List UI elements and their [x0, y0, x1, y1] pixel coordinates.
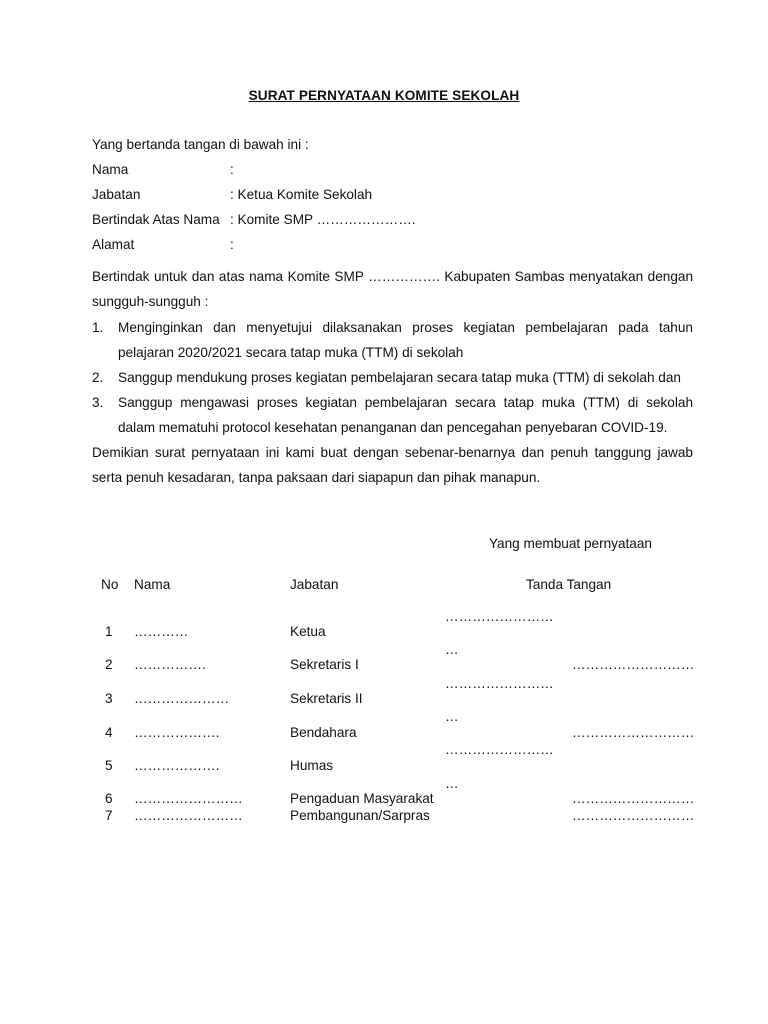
signature-line: …: [445, 642, 459, 657]
point-number: 2.: [92, 370, 104, 385]
field-value-alamat: :: [230, 237, 234, 252]
table-header-jabatan: Jabatan: [290, 577, 339, 592]
table-header-nama: Nama: [134, 577, 171, 592]
table-cell-nama: ……………………: [134, 791, 243, 806]
field-label-alamat: Alamat: [92, 237, 135, 252]
table-cell-no: 7: [105, 808, 113, 823]
document-title: SURAT PERNYATAAN KOMITE SEKOLAH: [248, 88, 520, 103]
table-cell-nama: …………: [134, 624, 189, 639]
field-value-jabatan: : Ketua Komite Sekolah: [230, 187, 373, 202]
table-cell-jabatan: Sekretaris II: [290, 691, 363, 706]
point-number: 3.: [92, 395, 104, 410]
signatory-heading: Yang membuat pernyataan: [489, 536, 652, 551]
signature-line: ………………………: [572, 791, 695, 806]
table-cell-jabatan: Bendahara: [290, 725, 357, 740]
table-header-no: No: [101, 577, 119, 592]
intro-text: Yang bertanda tangan di bawah ini :: [92, 137, 309, 152]
signature-line: ………………………: [572, 725, 695, 740]
signature-line: ………………………: [572, 808, 695, 823]
field-label-bertindak: Bertindak Atas Nama: [92, 212, 220, 227]
table-cell-nama: …………………: [134, 691, 230, 706]
table-cell-jabatan: Sekretaris I: [290, 657, 359, 672]
table-cell-jabatan: Pengaduan Masyarakat: [290, 791, 434, 806]
table-cell-nama: ……………………: [134, 808, 243, 823]
signature-line: ……………………: [445, 609, 554, 624]
table-cell-jabatan: Pembangunan/Sarpras: [290, 808, 430, 823]
table-cell-no: 6: [105, 791, 113, 806]
table-cell-no: 5: [105, 758, 113, 773]
field-value-bertindak: : Komite SMP ………………….: [230, 212, 416, 227]
table-cell-jabatan: Humas: [290, 758, 334, 773]
table-cell-jabatan: Ketua: [290, 624, 326, 639]
table-cell-no: 1: [105, 624, 113, 639]
table-cell-nama: ……………….: [134, 725, 220, 740]
table-cell-no: 4: [105, 725, 113, 740]
field-value-nama: :: [230, 162, 234, 177]
closing-paragraph: Demikian surat pernyataan ini kami buat dengan sebenar-benarnya dan penuh tanggung jawab serta penuh kesadaran, tanpa paksaan dari siapapun dan pihak manapun.: [92, 445, 693, 485]
signature-line: ………………………: [572, 657, 695, 672]
point-number: 1.: [92, 320, 104, 335]
signature-line: ……………………: [445, 742, 554, 757]
table-cell-no: 3: [105, 691, 113, 706]
point-text: Menginginkan dan menyetujui dilaksanakan proses kegiatan pembelajaran pada tahun pelajaran 2020/2021 secara tatap muka (TTM) di sekolah: [118, 320, 693, 360]
field-label-jabatan: Jabatan: [92, 187, 141, 202]
table-cell-no: 2: [105, 657, 113, 672]
point-text: Sanggup mengawasi proses kegiatan pembelajaran secara tatap muka (TTM) di sekolah dalam mematuhi protocol kesehatan penanganan dan pencegahan penyebaran COVID-19.: [118, 395, 693, 435]
statement-paragraph: Bertindak untuk dan atas nama Komite SMP ……………. Kabupaten Sambas menyatakan dengan sungguh-sungguh :: [92, 269, 693, 309]
signature-line: ……………………: [445, 676, 554, 691]
point-text: Sanggup mendukung proses kegiatan pembelajaran secara tatap muka (TTM) di sekolah dan: [118, 370, 681, 385]
signature-line: …: [445, 776, 459, 791]
signature-line: …: [445, 709, 459, 724]
table-cell-nama: …………….: [134, 657, 206, 672]
table-header-tanda-tangan: Tanda Tangan: [526, 577, 612, 592]
field-label-nama: Nama: [92, 162, 129, 177]
table-cell-nama: ……………….: [134, 758, 220, 773]
